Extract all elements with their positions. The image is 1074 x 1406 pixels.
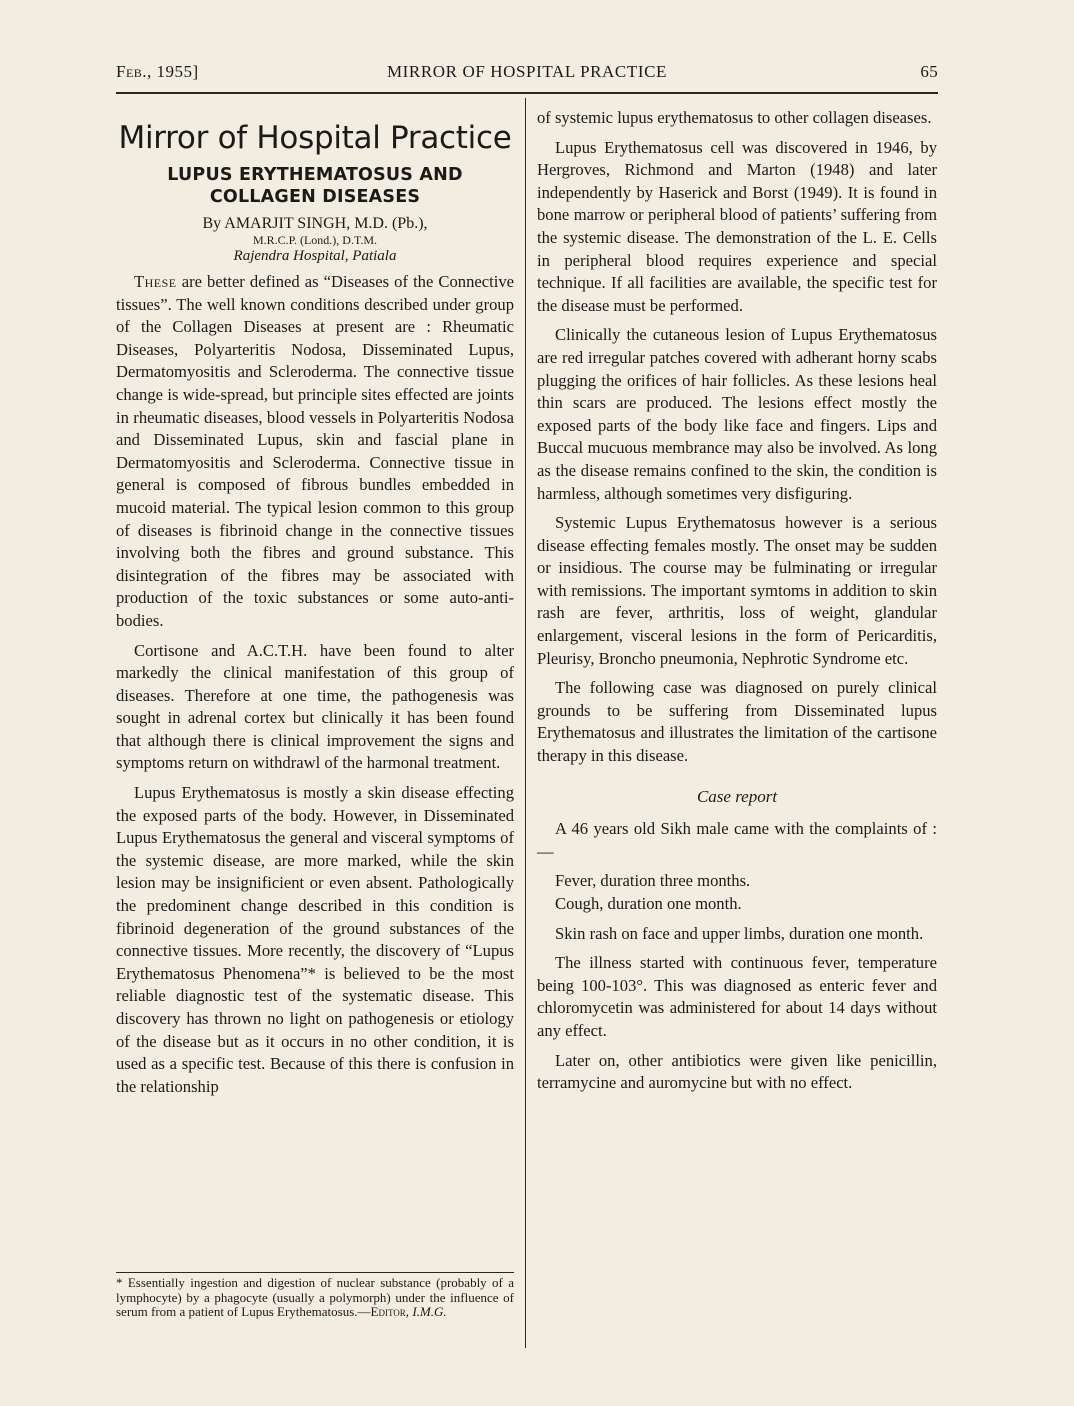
paragraph bbox=[116, 271, 514, 633]
paragraph: Lupus Erythematosus is mostly a skin disease effecting the exposed parts of the body. However, in Disseminated Lupus Erythematosus the general and visceral symptoms of the systemic disease, are more marked, while the skin lesion may be insignificient or even absent. Pathologically the predominent change described in this condition is fibrinoid degeneration of the ground substances of the connective tissues. More recently, the discovery of “Lupus Erythematosus Phenomena”* is believed to be the most reliable diagnostic test of the systematic disease. This discovery has thrown no light on pathogenesis or etiology of the disease but as it occurs in no other condition, it is used as a specific test. Because of this there is confusion in the relationship bbox=[116, 783, 514, 1096]
paragraph: Skin rash on face and upper limbs, duration one month. bbox=[555, 923, 924, 943]
paragraph: Lupus Erythematosus cell was discovered in 1946, by Hergroves, Richmond and Marton (1948) and later independently by Haserick and Borst (1949). It is found in bone marrow or peripheral blood of patients’ suffering from the systemic disease. The demonstration of the L. E. Cells in peripheral blood requires experience and special technique. If all facilities are available, the specific test for the disease must be performed. bbox=[537, 137, 937, 315]
complaint-line: Cough, duration one month. bbox=[555, 894, 742, 913]
paragraph: Systemic Lupus Erythematosus however is a serious disease effecting females mostly. The onset may be sudden or insidious. The course may be fulminating or irregular with remissions. The important symtoms in addition to skin rash are fever, arthritis, loss of weight, glandular enlargement, visceral lesions in the form of Pericarditis, Pleurisy, Broncho pneumonia, Nephrotic Syndrome etc. bbox=[537, 513, 937, 668]
section-title: Mirror of Hospital Practice bbox=[118, 120, 512, 156]
paragraph: of systemic lupus erythematosus to other collagen diseases. bbox=[537, 108, 932, 127]
paragraph: Cortisone and A.C.T.H. have been found to alter markedly the clinical manifestation of this group of diseases. Therefore at one time, the pathogenesis was sought in adrenal cortex but clinically it has been found that although there is clinical improvement the signs and symptoms return on withdrawl of the harmonal treatment. bbox=[116, 640, 514, 773]
paragraph: The illness started with continuous fever, temperature being 100-103°. This was diagnosed as enteric fever and chloromycetin was administered for about 14 days without any effect. bbox=[537, 953, 937, 1040]
author-qualifications: M.R.C.P. (Lond.), D.T.M. bbox=[252, 233, 378, 247]
footnote-text: * Essentially ingestion and digestion of nuclear substance (probably of a lymphocyte) by a phagocyte (usually a polymorph) under the influence of serum from a patient of Lupus Erythematosus.— bbox=[116, 1275, 514, 1319]
right-column bbox=[537, 107, 937, 1102]
paragraph-text: are better defined as “Diseases of the Connective tissues”. The well known conditions described under group of the Collagen Diseases at present are : Rheumatic Diseases, Polyarteritis Nodosa, Disseminated Lupus, Dermatomyositis and Scleroderma. The connective tissue change is wide-spread, but principle sites effected are joints in rheumatic diseases, blood vessels in Polyarteritis Nodosa and Disseminated Lupus, skin and fascial plane in Dermatomyositis and Scleroderma. Connective tissue in general is composed of fibrous bundles embedded in mucoid material. The typical lesion common to this group of diseases is fibrinoid change in the connective tissues involving both the fibres and ground substance. This disintegration of the fibres may be associated with production of the toxic substances or some auto-anti-bodies. bbox=[116, 272, 514, 630]
left-column bbox=[116, 112, 514, 1105]
page-header bbox=[116, 58, 938, 88]
issue-date: Feb., 1955] bbox=[116, 62, 199, 81]
author-affiliation: Rajendra Hospital, Patiala bbox=[233, 248, 397, 264]
case-report-heading: Case report bbox=[696, 786, 778, 806]
complaint-line: Fever, duration three months. bbox=[555, 871, 751, 891]
footnote-divider bbox=[116, 1272, 514, 1273]
header-divider bbox=[116, 92, 938, 94]
column-divider bbox=[525, 98, 526, 1348]
footnote bbox=[116, 1276, 514, 1320]
article-title-line-2: COLLAGEN DISEASES bbox=[209, 187, 421, 207]
page-number: 65 bbox=[920, 62, 938, 81]
footnote-journal: I.M.G. bbox=[409, 1304, 447, 1319]
paragraph: Later on, other antibiotics were given like penicillin, terramycine and auromycine but with no effect. bbox=[537, 1050, 937, 1093]
paragraph: Clinically the cutaneous lesion of Lupus Erythematosus are red irregular patches covered with adherant horny scabs plugging the orifices of hair follicles. As these lesions heal thin scars are produced. The lesions effect mostly the exposed parts of the body like face and fingers. Lips and Buccal mucuous membrance may also be involved. As long as the disease remains confined to the skin, the condition is harmless, although sometimes very disfiguring. bbox=[537, 325, 937, 503]
running-title: MIRROR OF HOSPITAL PRACTICE bbox=[386, 62, 668, 81]
author-byline: By AMARJIT SINGH, M.D. (Pb.), bbox=[202, 215, 428, 232]
paragraph: A 46 years old Sikh male came with the complaints of :— bbox=[537, 819, 937, 861]
article-title-line-1: LUPUS ERYTHEMATOSUS AND bbox=[167, 165, 463, 185]
footnote-editor: Editor, bbox=[370, 1304, 410, 1319]
lead-word: These bbox=[134, 272, 177, 291]
paragraph: The following case was diagnosed on purely clinical grounds to be suffering from Disseminated lupus Erythematosus and illustrates the limitation of the cartisone therapy in this disease. bbox=[537, 678, 937, 766]
